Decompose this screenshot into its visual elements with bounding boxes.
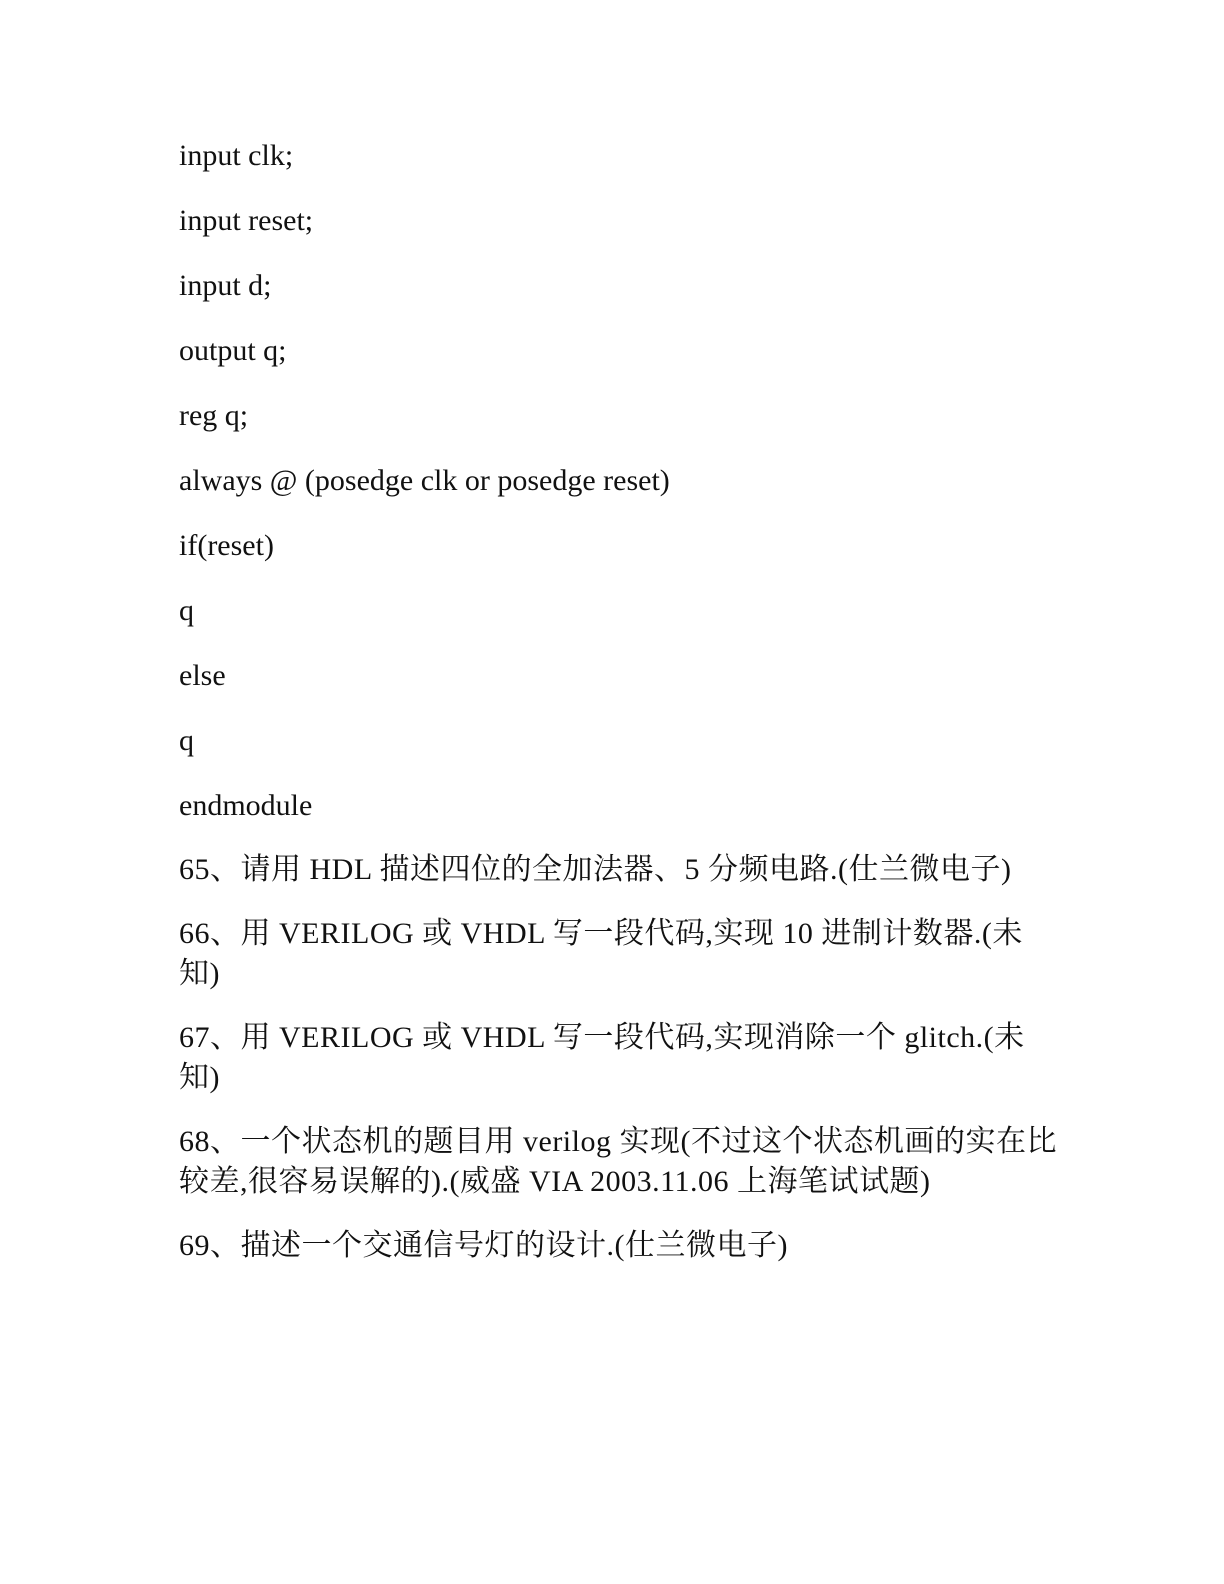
question-list [179, 850, 1059, 1290]
code-line-input-d: input d; [179, 269, 272, 302]
question-68: 68、一个状态机的题目用 verilog 实现(不过这个状态机画的实在比较差,很容易误解的).(威盛 VIA 2003.11.06 上海笔试试题) [179, 1125, 1057, 1198]
code-line-q-2: q [179, 724, 194, 757]
code-line-if-reset: if(reset) [179, 529, 274, 562]
code-line-output-q: output q; [179, 334, 287, 367]
question-65: 65、请用 HDL 描述四位的全加法器、5 分频电路.(仕兰微电子) [179, 853, 1012, 886]
code-line-reg-q: reg q; [179, 399, 249, 432]
code-line-always: always @ (posedge clk or posedge reset) [179, 464, 670, 497]
question-69: 69、描述一个交通信号灯的设计.(仕兰微电子) [179, 1229, 788, 1262]
code-line-input-reset: input reset; [179, 204, 314, 237]
question-67: 67、用 VERILOG 或 VHDL 写一段代码,实现消除一个 glitch.(未知) [179, 1021, 1025, 1094]
code-line-input-clk: input clk; [179, 139, 294, 172]
verilog-code-block [179, 138, 1059, 853]
code-line-else: else [179, 659, 226, 692]
question-66: 66、用 VERILOG 或 VHDL 写一段代码,实现 10 进制计数器.(未知) [179, 917, 1023, 990]
code-line-q-1: q [179, 594, 194, 627]
code-line-endmodule: endmodule [179, 789, 313, 822]
